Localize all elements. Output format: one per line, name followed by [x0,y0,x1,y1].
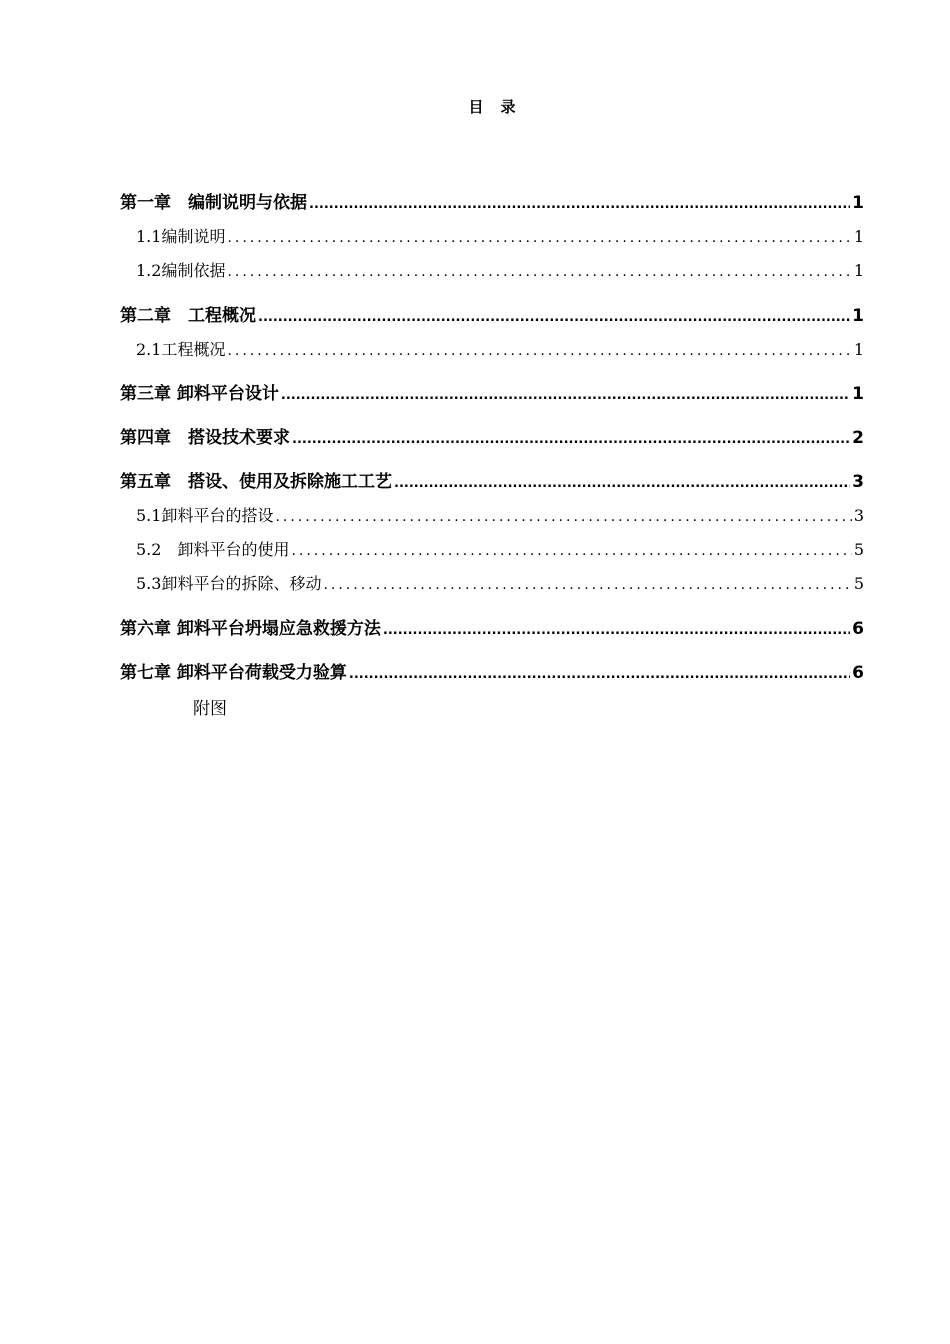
toc-entry-page: 2 [852,428,864,448]
toc-entry-section-1-1[interactable] [120,225,864,249]
toc-entry-page: 3 [853,506,864,525]
toc-entry-page: 1 [853,261,864,280]
toc-entry-chapter-5[interactable] [120,469,864,495]
toc-entry-section-2-1[interactable] [120,338,864,362]
toc-entry-chapter-6[interactable] [120,616,864,642]
toc-entry-page: 1 [853,227,864,246]
toc-entry-page: 1 [852,193,864,213]
toc-entry-label: 1.1编制说明 [136,227,226,246]
toc-entry-section-5-1[interactable] [120,504,864,528]
dot-leader [291,538,851,562]
toc-entry-label: 第三章 卸料平台设计 [120,384,279,404]
dot-leader [394,469,850,495]
toc-entry-chapter-4[interactable] [120,425,864,451]
toc-entry-label: 第一章 编制说明与依据 [120,193,307,213]
dot-leader [349,660,850,686]
dot-leader [275,504,851,528]
toc-entry-page: 1 [852,306,864,326]
toc-entry-section-5-2[interactable] [120,538,864,562]
toc-entry-label: 第六章 卸料平台坍塌应急救援方法 [120,619,381,639]
toc-entry-label: 5.1卸料平台的搭设 [136,506,274,525]
dot-leader [227,225,851,249]
toc-entry-label: 第四章 搭设技术要求 [120,428,290,448]
dot-leader [383,616,850,642]
toc-entry-label: 5.3卸料平台的拆除、移动 [136,574,322,593]
toc-entry-chapter-1[interactable] [120,190,864,216]
toc-entry-label: 第二章 工程概况 [120,306,256,326]
toc-entry-page: 6 [852,619,864,639]
toc-entry-label: 第七章 卸料平台荷载受力验算 [120,663,347,683]
toc-appendix[interactable]: 附图 [193,699,227,719]
toc-entry-page: 3 [852,472,864,492]
dot-leader [309,190,850,216]
toc-entry-page: 1 [853,340,864,359]
toc-entry-page: 5 [853,574,864,593]
toc-entry-label: 第五章 搭设、使用及拆除施工工艺 [120,472,392,492]
toc-entry-chapter-3[interactable] [120,381,864,407]
dot-leader [258,303,850,329]
dot-leader [227,259,851,283]
dot-leader [292,425,850,451]
toc-entry-page: 6 [852,663,864,683]
toc-entry-chapter-7[interactable] [120,660,864,686]
dot-leader [281,381,850,407]
toc-entry-label: 5.2 卸料平台的使用 [136,540,290,559]
toc-entry-section-5-3[interactable] [120,572,864,596]
toc-entry-section-1-2[interactable] [120,259,864,283]
toc-entry-label: 2.1工程概况 [136,340,226,359]
toc-entry-label: 1.2编制依据 [136,261,226,280]
toc-entry-page: 5 [853,540,864,559]
dot-leader [227,338,851,362]
toc-entry-chapter-2[interactable] [120,303,864,329]
toc-title: 目 录 [468,98,517,116]
dot-leader [323,572,851,596]
toc-entry-page: 1 [852,384,864,404]
